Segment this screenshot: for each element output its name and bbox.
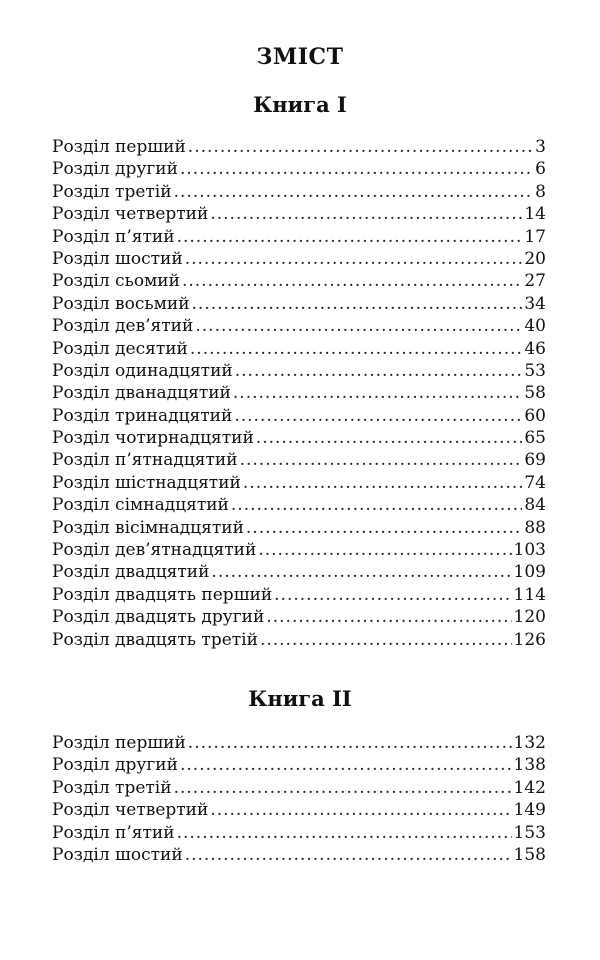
toc-entry[interactable] (52, 181, 546, 203)
book-2-chapter-list (52, 732, 546, 866)
book-1-chapter-list (52, 136, 546, 651)
page-number: 14 (524, 204, 546, 225)
toc-entry[interactable] (52, 822, 546, 844)
chapter-title: Розділ сьомий (52, 271, 180, 292)
chapter-title: Розділ п’ятий (52, 226, 175, 247)
dot-leader (266, 606, 511, 628)
dot-leader (190, 338, 522, 360)
page-number: 27 (524, 271, 546, 292)
toc-entry[interactable] (52, 472, 546, 494)
page-number: 138 (513, 755, 546, 776)
chapter-title: Розділ п’ятий (52, 822, 175, 843)
dot-leader (260, 629, 512, 651)
chapter-title: Розділ шістнадцятий (52, 472, 241, 493)
dot-leader (174, 777, 512, 799)
dot-leader (231, 494, 522, 516)
page-number: 58 (524, 383, 546, 404)
toc-entry[interactable] (52, 754, 546, 776)
chapter-title: Розділ двадцятий (52, 562, 210, 583)
toc-entry[interactable] (52, 203, 546, 225)
page-number: 109 (513, 562, 546, 583)
page-number: 65 (524, 428, 546, 449)
chapter-title: Розділ четвертий (52, 800, 209, 821)
toc-entry[interactable] (52, 136, 546, 158)
toc-entry[interactable] (52, 427, 546, 449)
dot-leader (243, 472, 522, 494)
page-number: 60 (524, 405, 546, 426)
toc-entry[interactable] (52, 584, 546, 606)
page-number: 126 (513, 629, 546, 650)
dot-leader (180, 158, 533, 180)
toc-entry[interactable] (52, 338, 546, 360)
chapter-title: Розділ п’ятнадцятий (52, 450, 238, 471)
page-number: 3 (535, 137, 546, 157)
page-number: 6 (535, 159, 546, 180)
dot-leader (182, 270, 522, 292)
dot-leader (188, 732, 512, 754)
dot-leader (274, 584, 511, 606)
page-number: 53 (524, 360, 546, 381)
page-number: 132 (513, 733, 546, 753)
chapter-title: Розділ шостий (52, 844, 183, 865)
dot-leader (233, 382, 522, 404)
chapter-title: Розділ четвертий (52, 204, 209, 225)
chapter-title: Розділ шостий (52, 248, 183, 269)
chapter-title: Розділ другий (52, 755, 178, 776)
page-number: 34 (524, 293, 546, 314)
page-number: 46 (524, 338, 546, 359)
book-2-title: Книга II (248, 686, 352, 711)
dot-leader (177, 226, 523, 248)
page-number: 8 (535, 181, 546, 202)
chapter-title: Розділ тринадцятий (52, 405, 233, 426)
dot-leader (177, 822, 512, 844)
dot-leader (188, 136, 533, 158)
toc-entry[interactable] (52, 405, 546, 427)
page-number: 142 (513, 777, 546, 798)
chapter-title: Розділ чотирнадцятий (52, 428, 254, 449)
dot-leader (185, 844, 512, 866)
toc-entry[interactable] (52, 270, 546, 292)
toc-entry[interactable] (52, 606, 546, 628)
chapter-title: Розділ третій (52, 777, 172, 798)
toc-entry[interactable] (52, 517, 546, 539)
toc-entry[interactable] (52, 732, 546, 754)
toc-entry[interactable] (52, 226, 546, 248)
page-number: 17 (524, 226, 546, 247)
chapter-title: Розділ вісімнадцятий (52, 517, 244, 538)
dot-leader (234, 405, 522, 427)
chapter-title: Розділ дванадцятий (52, 383, 231, 404)
page-number: 88 (524, 517, 546, 538)
page-number: 103 (513, 540, 546, 561)
chapter-title: Розділ дев’ятнадцятий (52, 540, 257, 561)
dot-leader (211, 561, 511, 583)
toc-entry[interactable] (52, 449, 546, 471)
chapter-title: Розділ десятий (52, 338, 188, 359)
chapter-title: Розділ дев’ятий (52, 316, 194, 337)
dot-leader (246, 517, 522, 539)
toc-entry[interactable] (52, 799, 546, 821)
dot-leader (258, 539, 511, 561)
chapter-title: Розділ двадцять перший (52, 584, 273, 605)
toc-entry[interactable] (52, 315, 546, 337)
chapter-title: Розділ двадцять третій (52, 629, 258, 650)
dot-leader (235, 360, 523, 382)
page-number: 40 (524, 316, 546, 337)
chapter-title: Розділ перший (52, 733, 186, 753)
toc-entry[interactable] (52, 844, 546, 866)
chapter-title: Розділ двадцять другий (52, 607, 265, 628)
toc-entry[interactable] (52, 539, 546, 561)
page-number: 153 (513, 822, 546, 843)
page-number: 149 (513, 800, 546, 821)
toc-entry[interactable] (52, 382, 546, 404)
chapter-title: Розділ перший (52, 137, 186, 157)
dot-leader (210, 799, 511, 821)
toc-entry[interactable] (52, 248, 546, 270)
dot-leader (192, 293, 523, 315)
page-number: 114 (513, 584, 546, 605)
toc-entry[interactable] (52, 293, 546, 315)
toc-entry[interactable] (52, 158, 546, 180)
chapter-title: Розділ другий (52, 159, 178, 180)
dot-leader (174, 181, 534, 203)
toc-entry[interactable] (52, 629, 546, 651)
dot-leader (185, 248, 523, 270)
page-number: 84 (524, 495, 546, 516)
dot-leader (180, 754, 512, 776)
chapter-title: Розділ сімнадцятий (52, 495, 229, 516)
dot-leader (240, 449, 523, 471)
page-title: ЗМІСТ (256, 44, 344, 70)
dot-leader (256, 427, 523, 449)
toc-entry[interactable] (52, 561, 546, 583)
page-number: 120 (513, 607, 546, 628)
dot-leader (210, 203, 522, 225)
toc-entry[interactable] (52, 777, 546, 799)
chapter-title: Розділ одинадцятий (52, 360, 233, 381)
page-number: 74 (524, 472, 546, 493)
toc-entry[interactable] (52, 360, 546, 382)
chapter-title: Розділ восьмий (52, 293, 190, 314)
book-1-title: Книга I (253, 92, 347, 117)
page-number: 20 (524, 248, 546, 269)
page-number: 158 (513, 844, 546, 865)
toc-entry[interactable] (52, 494, 546, 516)
chapter-title: Розділ третій (52, 181, 172, 202)
dot-leader (195, 315, 522, 337)
page-number: 69 (524, 450, 546, 471)
